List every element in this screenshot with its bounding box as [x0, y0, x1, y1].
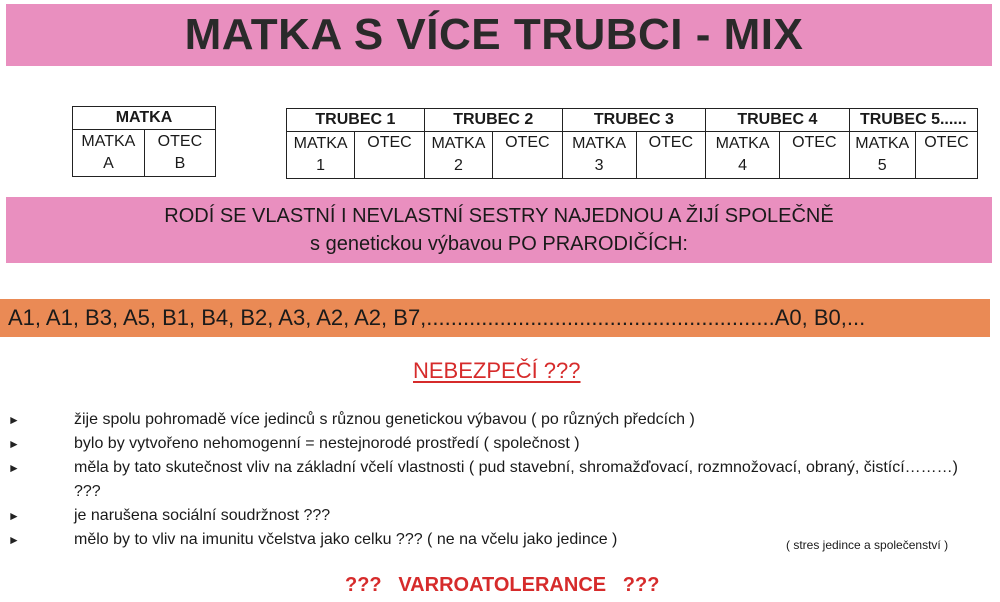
stress-note: ( stres jedince a společenství ): [786, 538, 949, 552]
list-item: [8, 432, 988, 456]
cell-label: OTEC: [792, 134, 837, 151]
trubec-header: TRUBEC 4: [706, 109, 849, 132]
cell-value: 3: [594, 157, 604, 174]
cell-label: MATKA: [715, 135, 770, 152]
matka-cell: [73, 130, 145, 177]
triangle-right-icon: ►: [8, 413, 20, 427]
cell-label: OTEC: [367, 134, 412, 151]
trubec-header: TRUBEC 5......: [849, 109, 977, 132]
list-item: [8, 408, 988, 432]
danger-heading: NEBEZPEČÍ ???: [413, 358, 581, 383]
trubec-otec-cell: [493, 132, 563, 179]
sisters-line-1: RODÍ SE VLASTNÍ I NEVLASTNÍ SESTRY NAJEDNOU A ŽIJÍ SPOLEČNĚ: [164, 205, 834, 227]
trubec-matka-cell: [424, 132, 492, 179]
sisters-line-2: s genetickou výbavou PO PRARODIČÍCH:: [310, 233, 688, 255]
list-item-text: mělo by to vliv na imunitu včelstva jako celku ??? ( ne na včelu jako jedince ): [74, 531, 618, 548]
trubec-header: TRUBEC 1: [287, 109, 425, 132]
list-item: [8, 456, 988, 504]
triangle-right-icon: ►: [8, 461, 20, 475]
trubec-otec-cell: [636, 132, 706, 179]
list-item-text: bylo by vytvořeno nehomogenní = nestejnorodé prostředí ( společnost ): [74, 435, 580, 452]
triangle-right-icon: ►: [8, 533, 20, 547]
list-item: [8, 504, 988, 528]
cell-label: MATKA: [431, 135, 486, 152]
cell-value: 5: [877, 157, 887, 174]
sisters-band: [6, 197, 992, 263]
cell-label: OTEC: [924, 134, 969, 151]
cell-label: OTEC: [648, 134, 694, 151]
otec-cell: [144, 130, 215, 177]
trubec-header: TRUBEC 2: [424, 109, 562, 132]
title-band: [6, 4, 992, 66]
trubec-otec-cell: [780, 132, 850, 179]
trubec-matka-cell: [287, 132, 355, 179]
cell-label: MATKA: [855, 135, 910, 152]
trubec-header: TRUBEC 3: [562, 109, 705, 132]
trubec-matka-cell: [562, 132, 636, 179]
trubec-otec-cell: [355, 132, 425, 179]
trubec-otec-cell: [915, 132, 977, 179]
list-item-text: žije spolu pohromadě více jedinců s různou genetickou výbavou ( po různých předcích ): [74, 411, 695, 428]
cell-value: 4: [738, 157, 747, 174]
page-title: MATKA S VÍCE TRUBCI - MIX: [184, 10, 804, 59]
trubci-table: [286, 108, 978, 179]
trubec-matka-cell: [849, 132, 915, 179]
triangle-right-icon: ►: [8, 509, 20, 523]
cell-value: A: [103, 155, 114, 172]
cell-label: OTEC: [157, 133, 203, 150]
cell-label: OTEC: [505, 134, 550, 151]
list-item-text: měla by tato skutečnost vliv na základní včelí vlastnosti ( pud stavební, shromažďovací, rozmnožovací, obraný, čistící………) ???: [74, 459, 958, 500]
cell-label: MATKA: [81, 133, 136, 150]
matka-table: [72, 106, 216, 177]
cell-value: B: [174, 155, 186, 172]
list-item-text: je narušena sociální soudržnost ???: [74, 507, 331, 524]
bullet-list: [8, 408, 988, 552]
varroatolerance-heading: ??? VARROATOLERANCE ???: [345, 574, 660, 596]
trubec-matka-cell: [706, 132, 780, 179]
cell-label: MATKA: [572, 135, 627, 152]
genetics-band: A1, A1, B3, A5, B1, B4, B2, A3, A2, A2, B7,.........................................................A0, B0,...: [0, 299, 990, 337]
cell-value: 2: [453, 157, 463, 174]
cell-label: MATKA: [293, 135, 348, 152]
triangle-right-icon: ►: [8, 437, 20, 451]
matka-table-header: MATKA: [73, 107, 216, 130]
cell-value: 1: [316, 157, 326, 174]
